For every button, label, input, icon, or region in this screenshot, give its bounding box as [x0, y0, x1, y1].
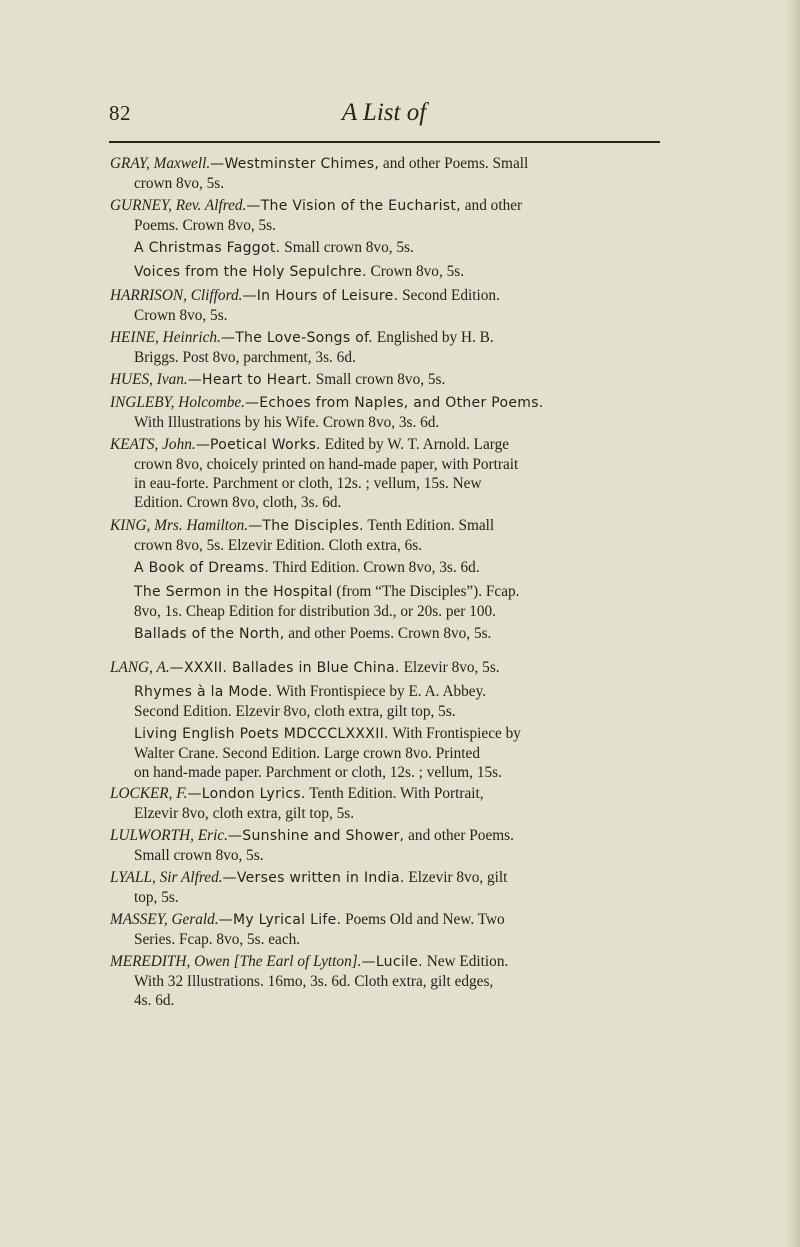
- entry-details: Englished by H. B.: [373, 329, 494, 346]
- entry-author: GRAY, Maxwell.: [110, 155, 211, 172]
- entry-author: KING, Mrs. Hamilton.: [110, 517, 249, 534]
- entry-details: Third Edition. Crown 8vo, 3s. 6d.: [269, 559, 480, 576]
- entry-author: GURNEY, Rev. Alfred.: [110, 197, 247, 214]
- entry-author: LOCKER, F.: [110, 785, 188, 802]
- entry-details: and other Poems. Crown 8vo, 5s.: [284, 625, 492, 642]
- list-item: [134, 582, 682, 621]
- list-item: [110, 154, 682, 193]
- entry-details: Small crown 8vo, 5s.: [311, 371, 446, 388]
- list-item: [134, 724, 682, 782]
- entry-title: Ballads of the North,: [134, 626, 285, 642]
- entry-title: Living English Poets MDCCCLXXXII.: [134, 726, 389, 742]
- entry-title: —The Disciples.: [248, 518, 364, 534]
- entry-title: —Poetical Works.: [195, 437, 321, 453]
- entry-title: —XXXII. Ballades in Blue China.: [169, 660, 400, 676]
- entry-author: HARRISON, Clifford.: [110, 287, 243, 304]
- entry-title: —My Lyrical Life.: [218, 912, 342, 928]
- entry-title: —Verses written in India.: [222, 870, 405, 886]
- list-item: [110, 516, 682, 555]
- entry-continuation: crown 8vo, 5s.: [134, 175, 225, 192]
- entry-author: MASSEY, Gerald.: [110, 911, 219, 928]
- entry-title: Voices from the Holy Sepulchre.: [134, 264, 367, 280]
- list-item: [134, 558, 682, 578]
- entry-title: —In Hours of Leisure.: [242, 288, 399, 304]
- entry-title: A Book of Dreams.: [134, 560, 270, 576]
- entry-author: INGLEBY, Holcombe.: [110, 394, 245, 411]
- entry-continuation: Edition. Crown 8vo, cloth, 3s. 6d.: [134, 494, 342, 511]
- list-item: [110, 952, 682, 1010]
- entry-details: Tenth Edition. With Portrait,: [305, 785, 484, 802]
- entry-continuation: Series. Fcap. 8vo, 5s. each.: [134, 931, 301, 948]
- header-rule: [109, 141, 660, 143]
- page-number: 82: [109, 101, 131, 125]
- entry-continuation: Small crown 8vo, 5s.: [134, 847, 264, 864]
- entry-continuation: crown 8vo, 5s. Elzevir Edition. Cloth extra, 6s.: [134, 537, 423, 554]
- entry-continuation: With Illustrations by his Wife. Crown 8vo, 3s. 6d.: [134, 414, 440, 431]
- page-edge: [786, 0, 800, 1247]
- entry-author: KEATS, John.: [110, 436, 196, 453]
- list-item: [110, 328, 682, 367]
- list-item: [110, 826, 682, 865]
- entry-title: —Heart to Heart.: [187, 372, 312, 388]
- entry-author: LYALL, Sir Alfred.: [110, 869, 223, 886]
- list-item: [110, 784, 682, 823]
- entry-details: and other Poems. Small: [379, 155, 529, 172]
- list-item: [110, 286, 682, 325]
- entry-continuation: top, 5s.: [134, 889, 179, 906]
- list-item: [110, 910, 682, 949]
- entry-details: and other: [460, 197, 523, 214]
- list-item: [110, 196, 682, 235]
- entry-title: —Sunshine and Shower,: [228, 828, 405, 844]
- entry-author: LANG, A.: [110, 659, 170, 676]
- entry-continuation: Poems. Crown 8vo, 5s.: [134, 217, 276, 234]
- list-item: [134, 682, 682, 721]
- entry-continuation: Elzevir 8vo, cloth extra, gilt top, 5s.: [134, 805, 355, 822]
- entry-author: HEINE, Heinrich.: [110, 329, 221, 346]
- entry-details: and other Poems.: [404, 827, 514, 844]
- list-item: [110, 370, 682, 390]
- entry-continuation: crown 8vo, choicely printed on hand-made paper, with Portrait: [134, 456, 519, 473]
- entry-details: Tenth Edition. Small: [363, 517, 495, 534]
- entry-continuation: 8vo, 1s. Cheap Edition for distribution 3d., or 20s. per 100.: [134, 603, 496, 620]
- entry-author: LULWORTH, Eric.: [110, 827, 228, 844]
- entry-details: With Frontispiece by: [388, 725, 521, 742]
- entry-continuation: on hand-made paper. Parchment or cloth, 12s. ; vellum, 15s.: [134, 764, 502, 781]
- entry-title: —Echoes from Naples, and Other Poems.: [244, 395, 544, 411]
- entry-details: Elzevir 8vo, 5s.: [399, 659, 500, 676]
- entry-details: New Edition.: [422, 953, 509, 970]
- list-item: [134, 624, 682, 644]
- page-header: [109, 101, 659, 141]
- list-item: [134, 262, 682, 282]
- list-item: [110, 393, 682, 432]
- entry-details: Second Edition.: [398, 287, 500, 304]
- entry-title: A Christmas Faggot.: [134, 240, 281, 256]
- entry-details: Crown 8vo, 5s.: [366, 263, 465, 280]
- list-item: [110, 435, 682, 512]
- entry-continuation: With 32 Illustrations. 16mo, 3s. 6d. Cloth extra, gilt edges,: [134, 973, 494, 990]
- entry-continuation: in eau-forte. Parchment or cloth, 12s. ; vellum, 15s. New: [134, 475, 482, 492]
- entry-title: —Westminster Chimes,: [210, 156, 380, 172]
- entry-continuation: Briggs. Post 8vo, parchment, 3s. 6d.: [134, 349, 356, 366]
- list-item: [110, 868, 682, 907]
- entry-continuation: 4s. 6d.: [134, 992, 175, 1009]
- entry-author: HUES, Ivan.: [110, 371, 188, 388]
- entry-details: Edited by W. T. Arnold. Large: [320, 436, 510, 453]
- entry-title: —Lucile.: [361, 954, 423, 970]
- entry-details: With Frontispiece by E. A. Abbey.: [272, 683, 487, 700]
- entry-title: —The Love-Songs of.: [220, 330, 374, 346]
- entry-title: —London Lyrics.: [187, 786, 306, 802]
- entry-author: MEREDITH, Owen [The Earl of Lytton].: [110, 953, 362, 970]
- entry-details: (from “The Disciples”). Fcap.: [332, 583, 520, 600]
- entry-title: —The Vision of the Eucharist,: [246, 198, 461, 214]
- entry-details: Elzevir 8vo, gilt: [404, 869, 508, 886]
- list-item: [110, 658, 682, 678]
- entry-title: Rhymes à la Mode.: [134, 684, 273, 700]
- entry-title: The Sermon in the Hospital: [134, 584, 333, 600]
- list-item: [134, 238, 682, 258]
- running-title: A List of: [341, 99, 427, 126]
- entry-continuation: Walter Crane. Second Edition. Large crown 8vo. Printed: [134, 745, 480, 762]
- entry-details: Poems Old and New. Two: [341, 911, 505, 928]
- entry-continuation: Crown 8vo, 5s.: [134, 307, 228, 324]
- entry-details: Small crown 8vo, 5s.: [280, 239, 414, 256]
- entry-continuation: Second Edition. Elzevir 8vo, cloth extra, gilt top, 5s.: [134, 703, 456, 720]
